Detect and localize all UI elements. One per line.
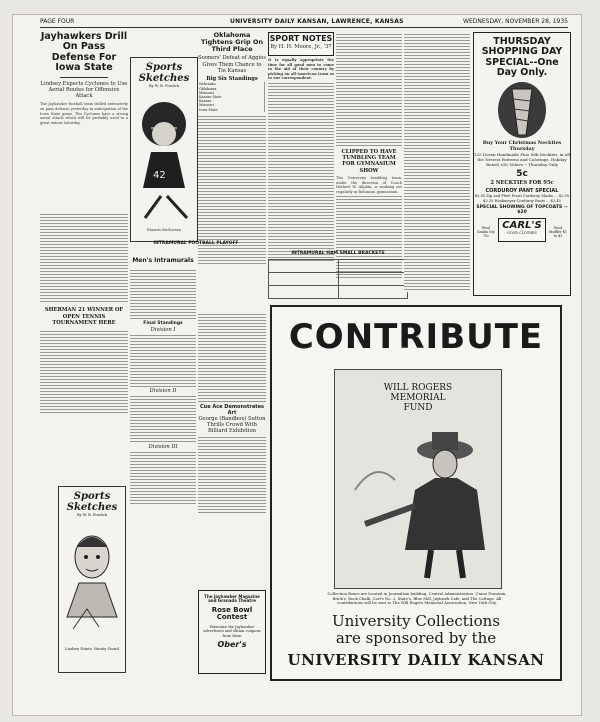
sketch-title-top: Sports Sketches: [138, 62, 190, 84]
will-rogers-illustration: [335, 420, 501, 580]
necktie-body: 125 Dozen Handmade Fine Silk Neckties, in all the Newest Patterns and Colorings. Holiday Boxed. 65c Values -- Thursday Only: [474, 152, 570, 167]
ad-brand: Ober's: [217, 640, 247, 650]
ad-body: Patronize the Jayhawker advertisers and obtain coupons from them: [203, 625, 261, 638]
contribute-ad: [270, 305, 562, 681]
collections-line1: University Collections: [332, 612, 500, 630]
sport-notes-byline: By H. H. Moore, Jr., '37: [270, 43, 332, 50]
sport-notes-body: It is equally appropriate the time for all good men to come to the aid of their country by picking an all-American team as to our correspondent.: [268, 58, 334, 81]
page-number: PAGE FOUR: [40, 18, 75, 25]
subhead-sooners: Sooners' Defeat of Aggies Gives Them Chance to Tie Kansas: [198, 55, 266, 74]
division-1-label: Division I: [150, 326, 176, 333]
divider: [60, 77, 108, 78]
sport-notes-box: [268, 32, 334, 56]
team-name: Iowa State: [199, 107, 218, 112]
necktie-illustration: [474, 79, 570, 141]
thursday-title: THURSDAY SHOPPING DAY SPECIAL--One Day Only.: [481, 36, 563, 79]
headline-jayhawkers: Jayhawkers Drill On Pass Defense For Iowa State: [40, 31, 128, 74]
column-3: [198, 32, 266, 264]
sketch-title-bottom: Sports Sketches: [66, 491, 118, 513]
standings-row: [198, 108, 266, 112]
ham-bracket-title: INTRAMURAL HAM SMALL BRACKETS: [291, 251, 385, 256]
carls-logo: [498, 218, 546, 242]
ad-jayhawker: The Jayhawker Magazine: [204, 594, 260, 599]
cue-ace-headline: Cue Ace Demonstrates Art: [199, 404, 265, 416]
player-portrait-bottom: [59, 517, 125, 647]
corduroy-heading: CORDUROY PANT SPECIAL: [485, 187, 559, 194]
team-name: Nebraska: [199, 82, 216, 87]
football-playoff-bracket: [126, 242, 266, 247]
sketch-player-name: Francis McGovern: [147, 228, 181, 232]
article-body: The Jayhawker football team drilled extensively on pass defense yesterday in anticipation of the Iowa State game. The Cyclones have a strong aerial attack which will be probably used to a great extent Saturday.: [40, 102, 128, 125]
division-1-table: [130, 333, 196, 388]
masthead: UNIVERSITY DAILY KANSAN, LAWRENCE, KANSAS: [230, 18, 404, 25]
team-name: Oklahoma: [199, 86, 217, 91]
column-3-lower: [198, 312, 266, 515]
sketch-byline-bottom: By W. B. Fosdick: [76, 513, 108, 517]
page-header: [40, 17, 568, 28]
column-5: [336, 32, 402, 279]
necktie-price: [474, 170, 570, 180]
standings-label: Big Six Standings: [206, 76, 258, 83]
division-3-label: Division III: [148, 444, 178, 450]
football-player-illustration: [131, 88, 197, 228]
ad-rose-bowl: Rose Bowl Contest: [211, 605, 253, 622]
tumbling-body: The University tumbling team, under the direction of Coach Herbert W. Allphin, is working out regularly in Robinson gymnasium.: [336, 175, 402, 194]
team-record: [261, 108, 266, 112]
ad-footer: [474, 218, 570, 244]
column-6-filler: [404, 32, 470, 292]
cue-ace-filler: [198, 435, 266, 515]
necktie-price2: 2 NECKTIES FOR 95c: [490, 179, 554, 186]
will-rogers-poster: [334, 369, 502, 589]
corduroy-line1: $3.95 Zip and Fleet Front Corduroy Slacks ... $2.95: [474, 194, 570, 199]
intramurals-heading: Men's Intramurals: [132, 257, 194, 264]
team-name: Kansas: [199, 99, 212, 104]
carls-sub: GOOD CLOTHES: [507, 230, 537, 235]
final-standings-heading: Final Standings: [143, 320, 183, 326]
price-unit: 5c: [516, 168, 528, 179]
contribute-headline: CONTRIBUTE: [288, 317, 544, 357]
team-name: Missouri: [199, 103, 214, 108]
poster-title: WILL ROGERS MEMORIAL FUND: [383, 383, 453, 413]
carls-brand: CARL'S: [502, 219, 542, 231]
collection-caption: Collection Boxes are located in Journalism building, Central Administration, Union Fountain, Brick's, Rock Chalk, Carl's No. 2, State's, Blue Mill, Jayhawk Cafe, and The Cottage. All contributions will be sent to The Will Rogers Memorial Association, New York City.: [327, 591, 507, 606]
division-2-label: Division II: [149, 387, 177, 394]
necktie-headline: Buy Your Christmas Neckties Thursday: [482, 139, 562, 152]
sketch-byline-top: By W. B. Fosdick: [148, 84, 180, 88]
cue-ace-subhead: George (Bandbox) Sutton Thrills Crowd With Billiard Exhibition: [198, 416, 266, 435]
headline-oklahoma: Oklahoma Tightens Grip On Third Place: [200, 31, 264, 54]
collections-line3: UNIVERSITY DAILY KANSAN: [287, 651, 545, 669]
tennis-filler: [40, 329, 128, 415]
division-3-table: [130, 450, 196, 505]
lower-filler: [198, 312, 266, 402]
article-filler: [40, 212, 128, 304]
column-5-filler-top: [336, 32, 402, 147]
intramurals-filler: [130, 268, 196, 320]
rose-bowl-ad: [198, 590, 266, 674]
team-name: Kansas State: [199, 94, 222, 99]
subhead-lindsey: Lindsey Expects Cyclones to Use Aerial Routes for Offensive Attack: [40, 80, 128, 100]
big-six-standings: [198, 82, 266, 111]
sports-sketch-bottom: [58, 486, 126, 673]
thursday-special-ad: [473, 32, 571, 296]
bracket-title: INTRAMURAL FOOTBALL PLAYOFF: [153, 241, 239, 246]
sports-sketch-top: [130, 57, 198, 242]
ad-granada: and Granada Theatre: [208, 598, 256, 604]
svg-text:42: 42: [153, 170, 166, 181]
ham-bracket: [268, 252, 408, 299]
team-name: Missouri: [199, 90, 214, 95]
column-4: [268, 32, 334, 261]
left-note: Wool Smilin Sty 75c: [477, 225, 495, 239]
column-6: [404, 32, 470, 292]
corduroy-line2: $3.25 Hookmeyer Corduroy Pants ... $2.45: [483, 198, 561, 203]
tumbling-headline: CLIPPED TO HAVE TUMBLING TEAM FOR GYMNASIUM SHOW: [341, 149, 397, 174]
sport-notes-filler: [268, 81, 334, 261]
intramurals-box: [130, 258, 196, 505]
sport-notes-title: SPORT NOTES: [269, 34, 333, 43]
column-1: [40, 32, 128, 415]
division-2-table: [130, 394, 196, 444]
topcoats-heading: SPECIAL SHOWING OF TOPCOATS -- $20: [476, 204, 568, 215]
collections-line2: are sponsored by the: [335, 629, 497, 647]
issue-date: WEDNESDAY, NOVEMBER 28, 1935: [463, 18, 568, 25]
right-note: Wool Muffler $1 to $3: [548, 225, 568, 239]
subhead-tennis: SHERMAN 21 WINNER OF OPEN TENNIS TOURNAMENT HERE: [44, 307, 124, 326]
ham-bracket-table: [268, 259, 408, 299]
sketch-caption-bottom: Lindsey Points, Varsity Guard: [65, 647, 119, 651]
